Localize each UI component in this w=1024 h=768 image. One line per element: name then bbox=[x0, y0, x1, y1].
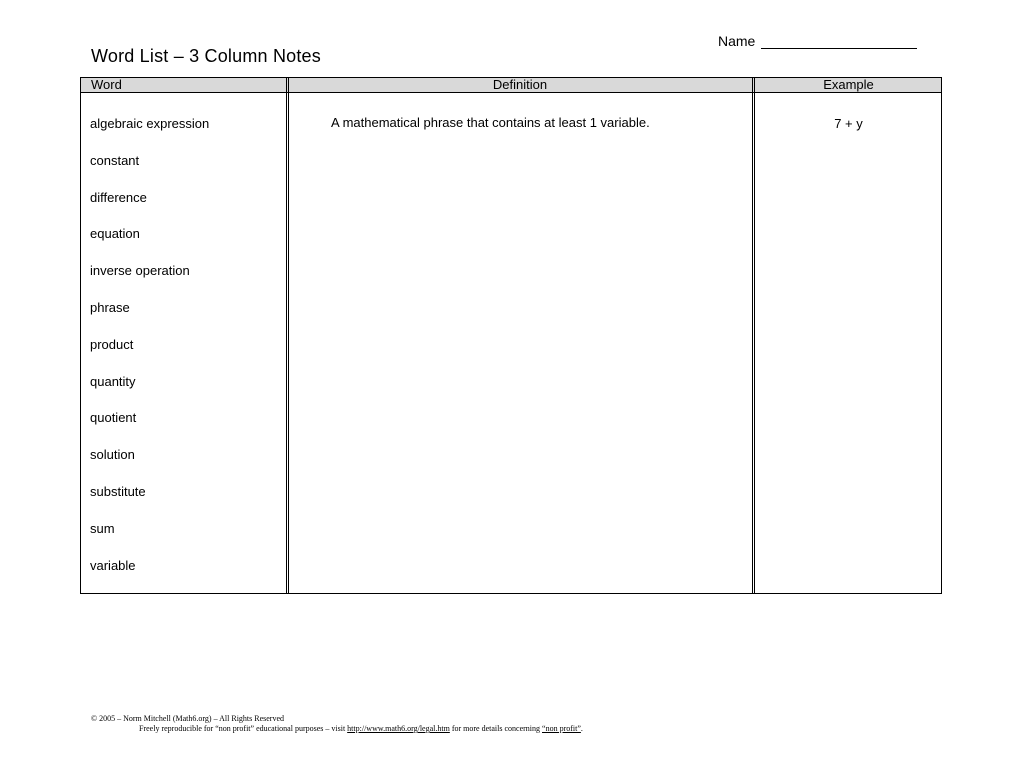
three-column-table bbox=[80, 77, 942, 594]
column-header-example: Example bbox=[823, 77, 874, 92]
list-item: substitute bbox=[90, 483, 146, 499]
column-header-definition: Definition bbox=[492, 77, 548, 92]
column-divider bbox=[754, 78, 755, 593]
column-divider bbox=[752, 78, 753, 593]
list-item: solution bbox=[90, 447, 135, 463]
list-item: difference bbox=[90, 189, 147, 205]
column-divider bbox=[286, 78, 287, 593]
list-item: product bbox=[90, 336, 134, 352]
usage-middle: for more details concerning bbox=[451, 724, 541, 733]
page-title: Word List – 3 Column Notes bbox=[91, 46, 321, 66]
legal-link[interactable]: http://www.math6.org/legal.htm bbox=[347, 724, 450, 733]
word-list bbox=[90, 116, 209, 594]
column-header-word: Word bbox=[91, 77, 122, 92]
name-blank-line bbox=[761, 35, 917, 49]
copyright-line: © 2005 – Norm Mitchell (Math6.org) – All Rights Reserved bbox=[91, 714, 285, 723]
usage-prefix: Freely reproducible for “non profit” educational purposes – visit bbox=[139, 724, 346, 733]
name-label: Name bbox=[718, 33, 756, 49]
column-divider bbox=[288, 78, 289, 593]
list-item: constant bbox=[90, 152, 140, 168]
usage-line bbox=[91, 724, 583, 734]
footer-notice bbox=[91, 714, 583, 734]
table-header-row bbox=[81, 78, 941, 93]
list-item: variable bbox=[90, 557, 136, 573]
definition-cell: A mathematical phrase that contains at least 1 variable. bbox=[331, 115, 650, 130]
list-item: phrase bbox=[90, 299, 130, 315]
list-item: quotient bbox=[90, 410, 137, 426]
name-field bbox=[718, 33, 917, 49]
example-cell: 7 + y bbox=[834, 116, 863, 131]
usage-suffix: . bbox=[580, 724, 583, 733]
list-item: algebraic expression bbox=[90, 116, 210, 131]
list-item: equation bbox=[90, 226, 140, 242]
usage-underlined: “non profit” bbox=[542, 724, 581, 733]
list-item: sum bbox=[90, 520, 115, 536]
list-item: quantity bbox=[90, 373, 136, 389]
list-item: inverse operation bbox=[90, 263, 190, 279]
